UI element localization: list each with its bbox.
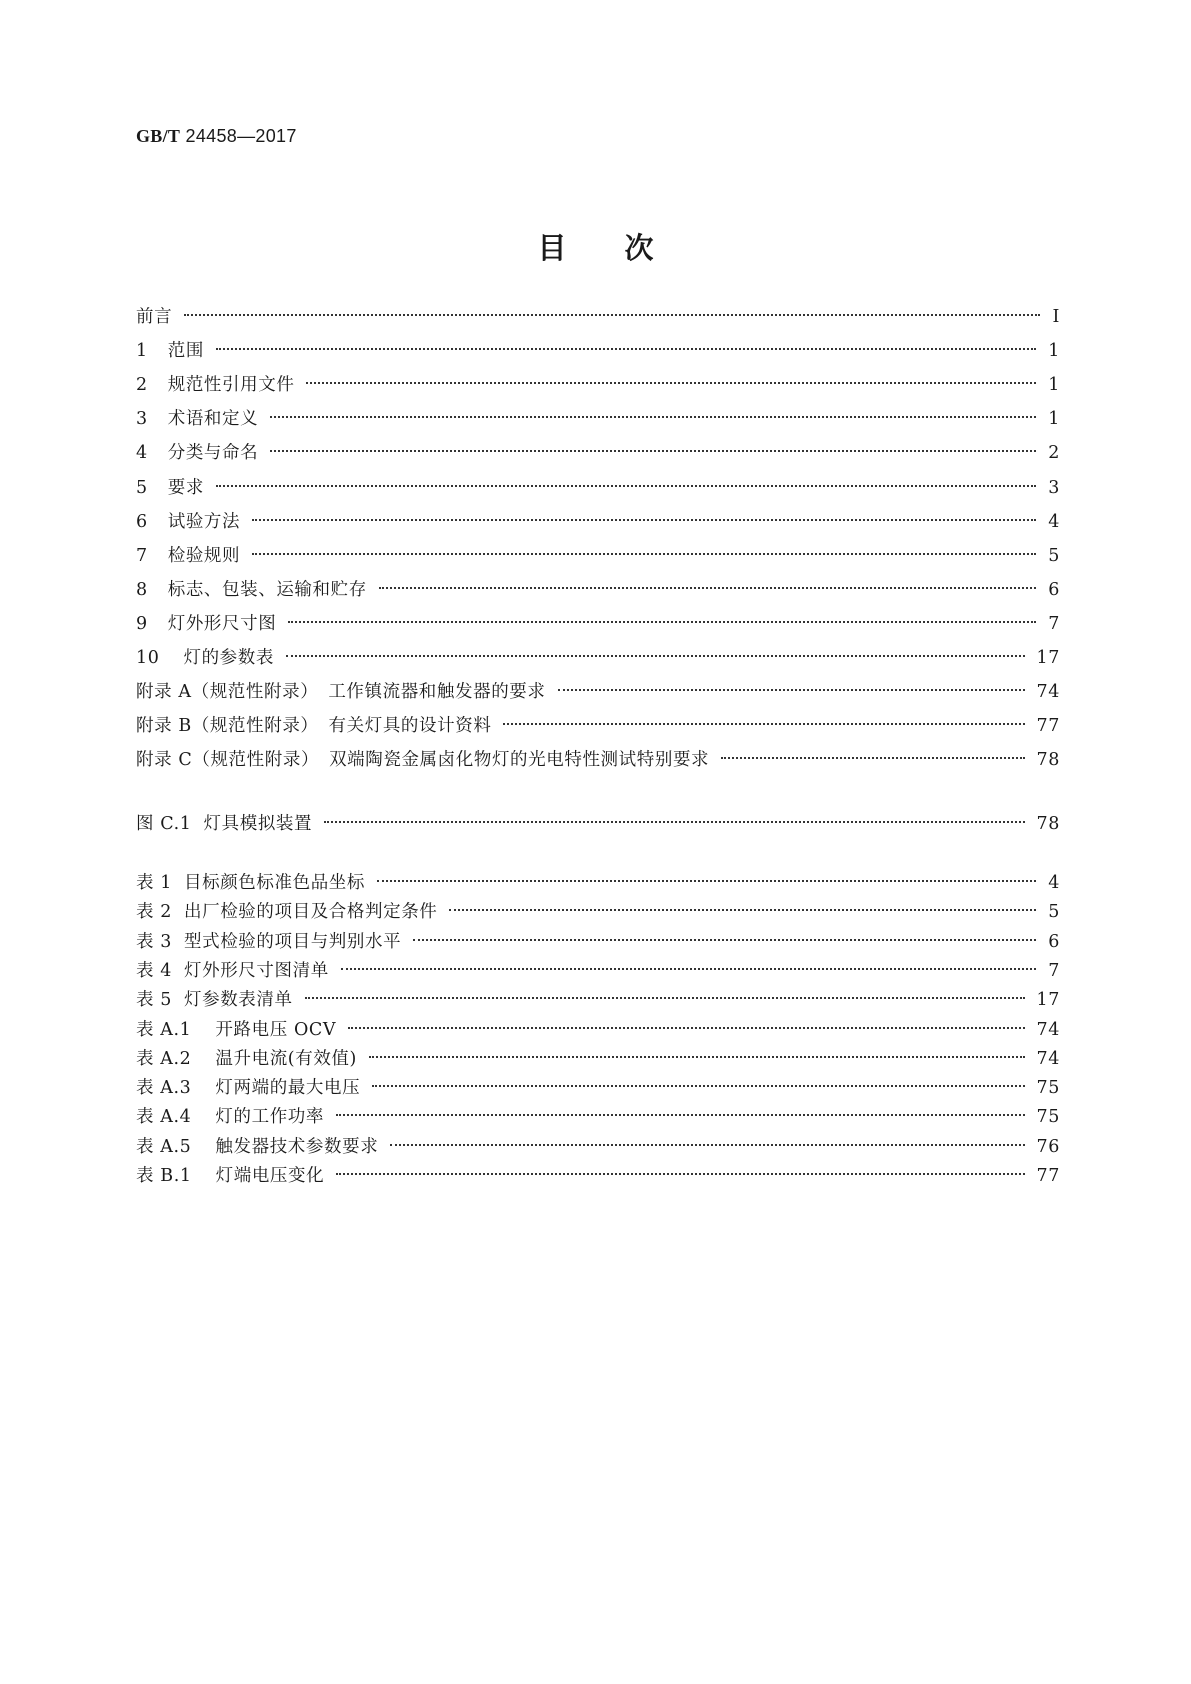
entry-label: 术语和定义 <box>167 409 259 430</box>
entry-page-number: 6 <box>1048 579 1060 600</box>
entry-page-number: 4 <box>1048 873 1060 893</box>
entry-page-number: 4 <box>1048 511 1060 532</box>
dot-leader <box>336 1173 1024 1175</box>
entry-label: 目标颜色标准色品坐标 <box>184 873 365 893</box>
entry-label: 要求 <box>167 477 204 498</box>
dot-leader <box>286 655 1025 657</box>
entry-page-number: 75 <box>1036 1107 1060 1128</box>
table-entry[interactable] <box>136 1017 1060 1043</box>
entry-number: 7 <box>136 545 148 566</box>
dot-leader <box>336 1114 1025 1116</box>
entry-label: 灯外形尺寸图 <box>167 613 277 634</box>
entry-number: 2 <box>136 375 148 396</box>
entry-number: 表 A.4 <box>136 1107 192 1128</box>
figure-entry[interactable] <box>136 811 1060 837</box>
entry-label: 灯的参数表 <box>183 648 274 668</box>
entry-number: 8 <box>136 579 148 600</box>
entry-page-number: 7 <box>1048 613 1060 634</box>
entry-number: 表 3 <box>136 931 172 952</box>
entry-label: 规范性引用文件 <box>167 375 295 396</box>
table-entry[interactable] <box>136 870 1060 896</box>
entry-label: 范围 <box>167 341 204 362</box>
chapter-entry[interactable] <box>136 509 1060 535</box>
entry-page-number: 17 <box>1036 990 1060 1011</box>
table-entry[interactable] <box>136 1104 1060 1130</box>
entry-page-number: 77 <box>1036 1166 1060 1186</box>
chapter-entry[interactable] <box>136 577 1060 603</box>
table-entry[interactable] <box>136 1134 1060 1160</box>
entry-label: 温升电流(有效值) <box>215 1048 357 1069</box>
entry-label: 试验方法 <box>167 511 241 532</box>
table-entry[interactable] <box>136 929 1060 955</box>
entry-page-number: 5 <box>1048 902 1060 923</box>
table-entry[interactable] <box>136 958 1060 984</box>
chapter-entry[interactable] <box>136 713 1060 739</box>
entry-label: 灯参数表清单 <box>184 990 293 1011</box>
chapter-entry[interactable] <box>136 475 1060 501</box>
entry-label: 灯外形尺寸图清单 <box>184 960 329 981</box>
dot-leader <box>372 1085 1024 1087</box>
page-title: 目次 <box>537 231 712 265</box>
dot-leader <box>305 997 1025 999</box>
dot-leader <box>341 968 1036 970</box>
chapter-entry[interactable] <box>136 679 1060 705</box>
dot-leader <box>306 382 1036 384</box>
table-entry[interactable] <box>136 1046 1060 1072</box>
entry-label: 开路电压 OCV <box>215 1019 337 1040</box>
table-entry[interactable] <box>136 899 1060 925</box>
entry-label: 工作镇流器和触发器的要求 <box>328 682 546 703</box>
entry-label: 分类与命名 <box>167 443 259 464</box>
entry-number: 5 <box>136 477 148 498</box>
entry-page-number: 7 <box>1048 960 1060 981</box>
entry-label: 灯端电压变化 <box>215 1166 325 1186</box>
entry-page-number: 1 <box>1048 409 1060 430</box>
dot-leader <box>252 519 1036 521</box>
dot-leader <box>377 880 1036 882</box>
entry-number: 表 B.1 <box>136 1166 192 1186</box>
entry-number: 附录 B（规范性附录） <box>136 716 319 737</box>
dot-leader <box>503 723 1024 725</box>
table-entry[interactable] <box>136 1163 1060 1189</box>
entry-number: 表 2 <box>136 902 172 923</box>
entry-page-number: 1 <box>1048 341 1060 362</box>
dot-leader <box>288 621 1036 623</box>
dot-leader <box>558 689 1025 691</box>
entry-number: 1 <box>136 341 148 362</box>
standard-code <box>136 126 297 147</box>
entry-page-number: 2 <box>1048 443 1060 464</box>
entry-number: 表 A.1 <box>136 1019 192 1040</box>
entry-number: 9 <box>136 613 148 634</box>
entry-number: 4 <box>136 443 148 464</box>
entry-page-number: 1 <box>1048 375 1060 396</box>
entry-label: 标志、包装、运输和贮存 <box>167 579 367 600</box>
entry-page-number: 74 <box>1036 1048 1060 1069</box>
entry-label: 前言 <box>136 307 173 327</box>
standard-prefix: GB/T <box>136 126 181 146</box>
entry-label: 灯的工作功率 <box>215 1107 325 1128</box>
chapter-entry[interactable] <box>136 406 1060 432</box>
chapter-entry[interactable] <box>136 304 1060 330</box>
chapter-entry[interactable] <box>136 747 1060 773</box>
dot-leader <box>270 450 1036 452</box>
entry-page-number: 74 <box>1036 1019 1060 1040</box>
dot-leader <box>184 314 1040 316</box>
table-entry[interactable] <box>136 1075 1060 1101</box>
entry-page-number: 78 <box>1036 814 1060 834</box>
entry-label: 双端陶瓷金属卤化物灯的光电特性测试特别要求 <box>329 750 710 771</box>
dot-leader <box>369 1056 1025 1058</box>
dot-leader <box>449 909 1036 911</box>
entry-number: 表 1 <box>136 873 172 893</box>
entry-number: 表 5 <box>136 990 172 1011</box>
entry-page-number: 6 <box>1048 931 1060 952</box>
entry-number: 3 <box>136 409 148 430</box>
entry-label: 灯具模拟装置 <box>203 814 313 834</box>
entry-number: 表 A.5 <box>136 1136 192 1157</box>
entry-number: 表 A.3 <box>136 1078 192 1099</box>
entry-page-number: 74 <box>1036 682 1060 703</box>
entry-number: 图 C.1 <box>136 814 192 834</box>
dot-leader <box>270 416 1036 418</box>
entry-label: 触发器技术参数要求 <box>215 1136 379 1157</box>
entry-page-number: 77 <box>1036 716 1060 737</box>
dot-leader <box>413 939 1036 941</box>
chapter-entry[interactable] <box>136 543 1060 569</box>
dot-leader <box>216 348 1036 350</box>
entry-number: 附录 A（规范性附录） <box>136 682 319 703</box>
dot-leader <box>379 587 1036 589</box>
entry-number: 表 4 <box>136 960 172 981</box>
chapter-entry[interactable] <box>136 372 1060 398</box>
entry-label: 出厂检验的项目及合格判定条件 <box>184 902 438 923</box>
entry-number: 附录 C（规范性附录） <box>136 750 320 771</box>
entry-label: 灯两端的最大电压 <box>215 1078 361 1099</box>
chapter-entry[interactable] <box>136 611 1060 637</box>
standard-number: 24458—2017 <box>185 126 297 146</box>
chapter-entry[interactable] <box>136 338 1060 364</box>
entry-number: 表 A.2 <box>136 1048 192 1069</box>
dot-leader <box>216 485 1036 487</box>
dot-leader <box>252 553 1036 555</box>
entry-number: 10 <box>136 648 160 668</box>
entry-page-number: 78 <box>1036 750 1060 771</box>
entry-number: 6 <box>136 511 148 532</box>
entry-page-number: 3 <box>1048 477 1060 498</box>
entry-page-number: 17 <box>1036 648 1060 668</box>
dot-leader <box>324 821 1024 823</box>
entry-label: 检验规则 <box>167 545 241 566</box>
chapter-entry[interactable] <box>136 440 1060 466</box>
chapter-entry[interactable] <box>136 645 1060 671</box>
entry-label: 有关灯具的设计资料 <box>328 716 492 737</box>
entry-page-number: Ⅰ <box>1052 307 1060 327</box>
entry-page-number: 75 <box>1036 1078 1060 1099</box>
dot-leader <box>390 1144 1024 1146</box>
entry-page-number: 76 <box>1036 1136 1060 1157</box>
entry-label: 型式检验的项目与判别水平 <box>184 931 402 952</box>
entry-page-number: 5 <box>1048 545 1060 566</box>
dot-leader <box>721 757 1024 759</box>
table-entry[interactable] <box>136 987 1060 1013</box>
dot-leader <box>348 1027 1024 1029</box>
